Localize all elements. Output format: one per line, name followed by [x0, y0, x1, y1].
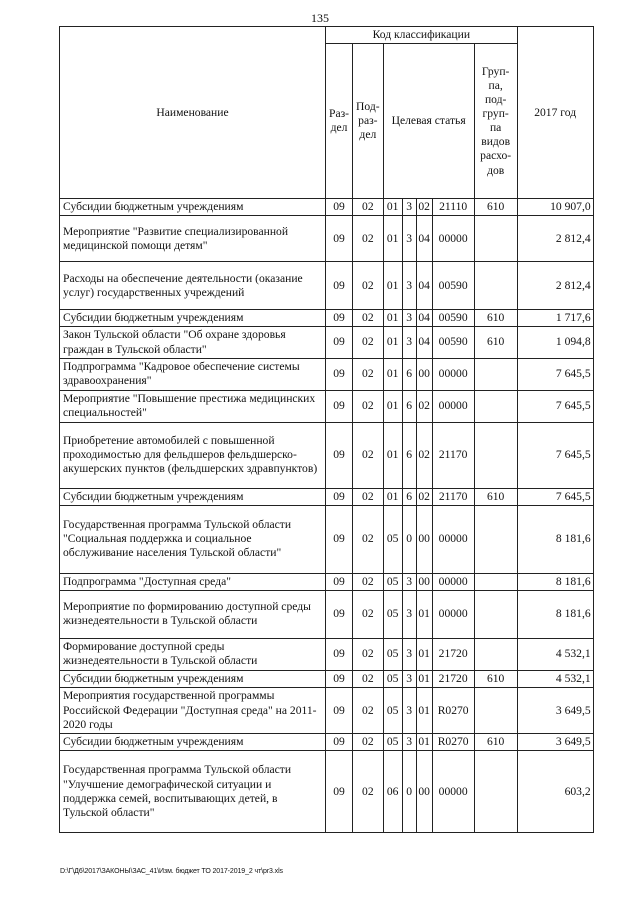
- row-subprogram: 0: [402, 751, 416, 833]
- row-expense-type: 610: [474, 199, 517, 216]
- row-sum: 2 812,4: [517, 262, 593, 310]
- row-subsection: 02: [353, 751, 384, 833]
- row-direction: 21170: [432, 422, 474, 488]
- row-sum: 3 649,5: [517, 688, 593, 734]
- row-expense-type: 610: [474, 327, 517, 358]
- row-event: 00: [416, 573, 432, 590]
- row-program: 01: [383, 199, 402, 216]
- table-row: [60, 327, 594, 358]
- table-row: [60, 505, 594, 573]
- row-program: 01: [383, 310, 402, 327]
- row-name: Мероприятие "Повышение престижа медицинских специальностей": [60, 390, 326, 422]
- table-row: [60, 390, 594, 422]
- row-expense-type: [474, 505, 517, 573]
- row-program: 05: [383, 734, 402, 751]
- row-subprogram: 3: [402, 262, 416, 310]
- row-direction: 00000: [432, 573, 474, 590]
- table-row: [60, 216, 594, 262]
- page-number: 135: [311, 11, 329, 25]
- row-subsection: 02: [353, 422, 384, 488]
- row-section: 09: [326, 688, 353, 734]
- row-direction: R0270: [432, 688, 474, 734]
- file-path-footer: D:\Г\Д6\2017\ЗАКОНЫ\ЗАС_41\Изм. бюджет ТО 2017-2019_2 чт\pr3.xls: [60, 868, 283, 875]
- row-direction: 00000: [432, 505, 474, 573]
- row-section: 09: [326, 327, 353, 358]
- row-section: 09: [326, 216, 353, 262]
- row-event: 04: [416, 327, 432, 358]
- row-event: 01: [416, 688, 432, 734]
- row-program: 01: [383, 327, 402, 358]
- table-row: [60, 734, 594, 751]
- row-section: 09: [326, 422, 353, 488]
- row-name: Государственная программа Тульской области "Социальная поддержка и социальное обслуживание населения Тульской области": [60, 505, 326, 573]
- row-name: Субсидии бюджетным учреждениям: [60, 488, 326, 505]
- row-subprogram: 6: [402, 422, 416, 488]
- header-target-article: Целевая статья: [383, 44, 474, 199]
- row-section: 09: [326, 488, 353, 505]
- row-direction: 00000: [432, 216, 474, 262]
- row-expense-type: 610: [474, 310, 517, 327]
- row-event: 01: [416, 670, 432, 687]
- row-event: 00: [416, 358, 432, 390]
- row-subsection: 02: [353, 688, 384, 734]
- row-sum: 2 812,4: [517, 216, 593, 262]
- row-program: 05: [383, 688, 402, 734]
- row-section: 09: [326, 590, 353, 638]
- row-expense-type: [474, 262, 517, 310]
- row-expense-type: [474, 638, 517, 670]
- row-section: 09: [326, 505, 353, 573]
- header-subsection: Под- раз- дел: [353, 44, 384, 199]
- table-row: [60, 573, 594, 590]
- row-expense-type: [474, 590, 517, 638]
- row-section: 09: [326, 638, 353, 670]
- row-subprogram: 6: [402, 488, 416, 505]
- header-section: Раз- дел: [326, 44, 353, 199]
- row-name: Подпрограмма "Кадровое обеспечение системы здравоохранения": [60, 358, 326, 390]
- row-subsection: 02: [353, 358, 384, 390]
- row-subprogram: 6: [402, 390, 416, 422]
- row-section: 09: [326, 751, 353, 833]
- row-name: Формирование доступной среды жизнедеятельности в Тульской области: [60, 638, 326, 670]
- header-year: 2017 год: [517, 27, 593, 199]
- table-row: [60, 751, 594, 833]
- table-row: [60, 488, 594, 505]
- row-subprogram: 3: [402, 590, 416, 638]
- row-event: 02: [416, 390, 432, 422]
- row-subsection: 02: [353, 199, 384, 216]
- row-program: 05: [383, 505, 402, 573]
- row-subprogram: 3: [402, 670, 416, 687]
- row-sum: 1 094,8: [517, 327, 593, 358]
- row-direction: 00000: [432, 358, 474, 390]
- row-direction: 21110: [432, 199, 474, 216]
- row-sum: 4 532,1: [517, 638, 593, 670]
- row-subsection: 02: [353, 390, 384, 422]
- row-section: 09: [326, 573, 353, 590]
- row-subsection: 02: [353, 670, 384, 687]
- row-direction: 00590: [432, 327, 474, 358]
- row-program: 05: [383, 590, 402, 638]
- row-name: Приобретение автомобилей с повышенной проходимостью для фельдшеров фельдшерско-акушерских пунктов (фельдшерских здравпунктов): [60, 422, 326, 488]
- row-sum: 1 717,6: [517, 310, 593, 327]
- row-program: 05: [383, 573, 402, 590]
- row-expense-type: 610: [474, 670, 517, 687]
- row-subprogram: 3: [402, 734, 416, 751]
- row-sum: 7 645,5: [517, 390, 593, 422]
- row-sum: 7 645,5: [517, 488, 593, 505]
- row-event: 02: [416, 199, 432, 216]
- row-subsection: 02: [353, 310, 384, 327]
- row-direction: 21720: [432, 638, 474, 670]
- row-subprogram: 6: [402, 358, 416, 390]
- row-subprogram: 3: [402, 638, 416, 670]
- row-subprogram: 3: [402, 216, 416, 262]
- row-name: Расходы на обеспечение деятельности (оказание услуг) государственных учреждений: [60, 262, 326, 310]
- row-program: 01: [383, 262, 402, 310]
- table-row: [60, 262, 594, 310]
- row-program: 05: [383, 638, 402, 670]
- row-subprogram: 3: [402, 327, 416, 358]
- row-program: 01: [383, 488, 402, 505]
- row-expense-type: [474, 422, 517, 488]
- row-name: Мероприятие по формированию доступной среды жизнедеятельности в Тульской области: [60, 590, 326, 638]
- row-direction: 00590: [432, 310, 474, 327]
- row-name: Мероприятие "Развитие специализированной медицинской помощи детям": [60, 216, 326, 262]
- row-direction: 00000: [432, 590, 474, 638]
- row-expense-type: [474, 751, 517, 833]
- table-row: [60, 688, 594, 734]
- row-event: 01: [416, 638, 432, 670]
- row-sum: 603,2: [517, 751, 593, 833]
- row-subsection: 02: [353, 573, 384, 590]
- row-program: 01: [383, 358, 402, 390]
- row-section: 09: [326, 310, 353, 327]
- row-expense-type: 610: [474, 734, 517, 751]
- table-row: [60, 590, 594, 638]
- row-section: 09: [326, 670, 353, 687]
- row-name: Субсидии бюджетным учреждениям: [60, 199, 326, 216]
- row-event: 04: [416, 216, 432, 262]
- row-subsection: 02: [353, 488, 384, 505]
- table-row: [60, 638, 594, 670]
- row-name: Подпрограмма "Доступная среда": [60, 573, 326, 590]
- row-name: Государственная программа Тульской области "Улучшение демографической ситуации и поддержка семей, воспитывающих детей, в Тульской области": [60, 751, 326, 833]
- row-subsection: 02: [353, 638, 384, 670]
- row-subsection: 02: [353, 505, 384, 573]
- row-subprogram: 3: [402, 688, 416, 734]
- row-event: 02: [416, 488, 432, 505]
- row-event: 04: [416, 262, 432, 310]
- row-section: 09: [326, 390, 353, 422]
- row-sum: 4 532,1: [517, 670, 593, 687]
- row-expense-type: [474, 688, 517, 734]
- row-expense-type: 610: [474, 488, 517, 505]
- row-sum: 8 181,6: [517, 590, 593, 638]
- table-row: [60, 199, 594, 216]
- row-sum: 7 645,5: [517, 422, 593, 488]
- row-direction: 21170: [432, 488, 474, 505]
- row-sum: 7 645,5: [517, 358, 593, 390]
- row-subprogram: 3: [402, 310, 416, 327]
- budget-table: [59, 26, 594, 833]
- row-expense-type: [474, 216, 517, 262]
- row-program: 05: [383, 670, 402, 687]
- row-subsection: 02: [353, 590, 384, 638]
- row-program: 06: [383, 751, 402, 833]
- table-row: [60, 422, 594, 488]
- row-name: Субсидии бюджетным учреждениям: [60, 310, 326, 327]
- row-direction: 00590: [432, 262, 474, 310]
- row-section: 09: [326, 734, 353, 751]
- row-sum: 3 649,5: [517, 734, 593, 751]
- row-subsection: 02: [353, 216, 384, 262]
- table-row: [60, 670, 594, 687]
- row-event: 00: [416, 751, 432, 833]
- row-name: Закон Тульской области "Об охране здоровья граждан в Тульской области": [60, 327, 326, 358]
- row-program: 01: [383, 216, 402, 262]
- row-section: 09: [326, 358, 353, 390]
- row-event: 04: [416, 310, 432, 327]
- row-expense-type: [474, 390, 517, 422]
- row-event: 01: [416, 590, 432, 638]
- row-event: 00: [416, 505, 432, 573]
- row-name: Субсидии бюджетным учреждениям: [60, 734, 326, 751]
- row-sum: 8 181,6: [517, 505, 593, 573]
- table-row: [60, 310, 594, 327]
- header-expense-type: Груп- па, под- груп- па видов расхо- дов: [474, 44, 517, 199]
- row-sum: 8 181,6: [517, 573, 593, 590]
- table-row: [60, 358, 594, 390]
- row-direction: 00000: [432, 751, 474, 833]
- row-direction: R0270: [432, 734, 474, 751]
- header-name: Наименование: [60, 27, 326, 199]
- row-direction: 21720: [432, 670, 474, 687]
- row-sum: 10 907,0: [517, 199, 593, 216]
- row-expense-type: [474, 358, 517, 390]
- row-subsection: 02: [353, 734, 384, 751]
- header-code-group: Код классификации: [326, 27, 518, 44]
- row-section: 09: [326, 262, 353, 310]
- row-subprogram: 3: [402, 199, 416, 216]
- row-event: 02: [416, 422, 432, 488]
- row-section: 09: [326, 199, 353, 216]
- row-direction: 00000: [432, 390, 474, 422]
- row-subprogram: 3: [402, 573, 416, 590]
- row-name: Субсидии бюджетным учреждениям: [60, 670, 326, 687]
- row-subsection: 02: [353, 327, 384, 358]
- row-subprogram: 0: [402, 505, 416, 573]
- row-subsection: 02: [353, 262, 384, 310]
- row-program: 01: [383, 390, 402, 422]
- row-expense-type: [474, 573, 517, 590]
- row-program: 01: [383, 422, 402, 488]
- row-event: 01: [416, 734, 432, 751]
- row-name: Мероприятия государственной программы Российской Федерации "Доступная среда" на 2011-2020 годы: [60, 688, 326, 734]
